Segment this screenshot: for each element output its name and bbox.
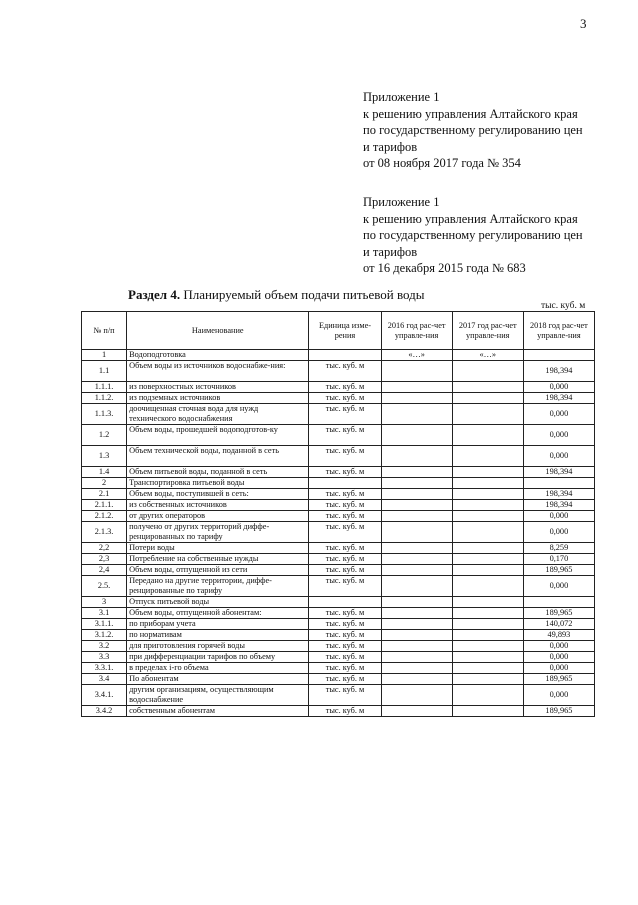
cell-num: 3.2 (82, 641, 127, 652)
cell-2017 (452, 619, 523, 630)
cell-2016 (381, 565, 452, 576)
cell-num: 2,4 (82, 565, 127, 576)
cell-num: 1.3 (82, 446, 127, 467)
cell-num: 2.1.2. (82, 511, 127, 522)
cell-unit: тыс. куб. м (309, 565, 381, 576)
cell-unit: тыс. куб. м (309, 404, 381, 425)
cell-2018: 49,893 (523, 630, 594, 641)
table-row (82, 619, 595, 630)
cell-2018 (523, 478, 594, 489)
cell-2016 (381, 467, 452, 478)
cell-2018: 189,965 (523, 608, 594, 619)
cell-num: 3.4.1. (82, 685, 127, 706)
cell-2017 (452, 554, 523, 565)
cell-2017 (452, 382, 523, 393)
cell-name: Водоподготовка (127, 350, 309, 361)
table-row (82, 565, 595, 576)
appendix-line: к решению управления Алтайского края (363, 211, 578, 226)
table-row (82, 543, 595, 554)
cell-unit: тыс. куб. м (309, 554, 381, 565)
table-row (82, 630, 595, 641)
cell-num: 1.4 (82, 467, 127, 478)
cell-name: при дифференциации тарифов по объему (127, 652, 309, 663)
cell-2018: 0,000 (523, 685, 594, 706)
cell-2018: 0,000 (523, 425, 594, 446)
cell-2016 (381, 576, 452, 597)
cell-unit: тыс. куб. м (309, 674, 381, 685)
cell-2017 (452, 663, 523, 674)
cell-num: 1.1.1. (82, 382, 127, 393)
cell-name: Отпуск питьевой воды (127, 597, 309, 608)
cell-2018 (523, 350, 594, 361)
table-row (82, 641, 595, 652)
cell-2016 (381, 543, 452, 554)
cell-num: 3.1 (82, 608, 127, 619)
table-row (82, 597, 595, 608)
cell-name: Объем технической воды, поданной в сеть (127, 446, 309, 467)
cell-2018: 0,000 (523, 511, 594, 522)
cell-2018: 0,000 (523, 576, 594, 597)
table-row (82, 652, 595, 663)
cell-name: от других операторов (127, 511, 309, 522)
cell-name: в пределах i-го объема (127, 663, 309, 674)
cell-num: 3 (82, 597, 127, 608)
cell-num: 2,3 (82, 554, 127, 565)
cell-unit: тыс. куб. м (309, 630, 381, 641)
cell-num: 3.1.1. (82, 619, 127, 630)
cell-2016 (381, 630, 452, 641)
table-row (82, 554, 595, 565)
cell-num: 3.4.2 (82, 706, 127, 717)
cell-2016 (381, 554, 452, 565)
cell-2016 (381, 478, 452, 489)
cell-unit: тыс. куб. м (309, 511, 381, 522)
table-header-row (82, 312, 595, 350)
cell-num: 1.1.3. (82, 404, 127, 425)
cell-2018: 189,965 (523, 565, 594, 576)
cell-2018: 198,394 (523, 361, 594, 382)
cell-2017 (452, 674, 523, 685)
cell-2016 (381, 674, 452, 685)
cell-2017 (452, 597, 523, 608)
cell-2018: 198,394 (523, 393, 594, 404)
cell-name: получено от других территорий диффе-ренцированных по тарифу (127, 522, 309, 543)
cell-2016 (381, 663, 452, 674)
cell-2018: 198,394 (523, 467, 594, 478)
cell-unit: тыс. куб. м (309, 522, 381, 543)
table-row (82, 361, 595, 382)
header-unit: Единица изме-рения (309, 312, 381, 350)
cell-2018: 198,394 (523, 489, 594, 500)
table-body (82, 350, 595, 717)
cell-unit: тыс. куб. м (309, 467, 381, 478)
table-row (82, 478, 595, 489)
cell-2017 (452, 361, 523, 382)
section-heading: Планируемый объем подачи питьевой воды (183, 287, 425, 302)
cell-unit: тыс. куб. м (309, 652, 381, 663)
appendix-title: Приложение 1 (363, 90, 440, 104)
cell-2016 (381, 446, 452, 467)
table-row (82, 467, 595, 478)
cell-name: Объем питьевой воды, поданной в сеть (127, 467, 309, 478)
header-2017: 2017 год рас-чет управле-ния (452, 312, 523, 350)
appendix-current-header (363, 89, 583, 172)
header-num: № п/п (82, 312, 127, 350)
cell-num: 1.1.2. (82, 393, 127, 404)
appendix-line: и тарифов (363, 139, 418, 154)
cell-name: Объем воды, поступившей в сеть: (127, 489, 309, 500)
appendix-line: к решению управления Алтайского края (363, 106, 578, 121)
cell-name: из поверхностных источников (127, 382, 309, 393)
cell-2017 (452, 425, 523, 446)
cell-name: из подземных источников (127, 393, 309, 404)
cell-2017 (452, 393, 523, 404)
cell-2016 (381, 706, 452, 717)
cell-2017 (452, 511, 523, 522)
cell-name: из собственных источников (127, 500, 309, 511)
table-row (82, 674, 595, 685)
cell-2017 (452, 543, 523, 554)
cell-unit: тыс. куб. м (309, 393, 381, 404)
cell-unit (309, 597, 381, 608)
units-note: тыс. куб. м (541, 301, 586, 311)
header-2018: 2018 год рас-чет управле-ния (523, 312, 594, 350)
cell-name: Потери воды (127, 543, 309, 554)
cell-2017 (452, 652, 523, 663)
cell-2017 (452, 706, 523, 717)
table-row (82, 511, 595, 522)
cell-2017 (452, 576, 523, 597)
table-row (82, 393, 595, 404)
cell-unit: тыс. куб. м (309, 608, 381, 619)
cell-2016 (381, 425, 452, 446)
appendix-original-header (363, 194, 583, 277)
cell-name: Передано на другие территории, диффе-ренцированные по тарифу (127, 576, 309, 597)
cell-unit (309, 478, 381, 489)
cell-2017: «…» (452, 350, 523, 361)
appendix-line: по государственному регулированию цен (363, 123, 583, 137)
cell-num: 2,2 (82, 543, 127, 554)
cell-name: для приготовления горячей воды (127, 641, 309, 652)
cell-2017 (452, 630, 523, 641)
table-row (82, 500, 595, 511)
cell-num: 2.1.1. (82, 500, 127, 511)
cell-2018 (523, 597, 594, 608)
table-row (82, 404, 595, 425)
cell-unit: тыс. куб. м (309, 543, 381, 554)
cell-unit (309, 350, 381, 361)
table-row (82, 576, 595, 597)
header-name: Наименование (127, 312, 309, 350)
cell-2016 (381, 404, 452, 425)
cell-2018: 0,000 (523, 522, 594, 543)
cell-2018: 189,965 (523, 706, 594, 717)
table-row (82, 685, 595, 706)
cell-2018: 0,000 (523, 446, 594, 467)
cell-2016 (381, 489, 452, 500)
appendix-line: по государственному регулированию цен (363, 228, 583, 242)
cell-unit: тыс. куб. м (309, 641, 381, 652)
cell-name: по приборам учета (127, 619, 309, 630)
cell-num: 3.3.1. (82, 663, 127, 674)
cell-name: доочищенная сточная вода для нужд технического водоснабжения (127, 404, 309, 425)
cell-2016 (381, 597, 452, 608)
cell-num: 2.1.3. (82, 522, 127, 543)
cell-name: Объем воды из источников водоснабже-ния: (127, 361, 309, 382)
cell-unit: тыс. куб. м (309, 663, 381, 674)
table-row (82, 350, 595, 361)
cell-2016 (381, 393, 452, 404)
table-row (82, 608, 595, 619)
cell-unit: тыс. куб. м (309, 382, 381, 393)
cell-2016 (381, 511, 452, 522)
cell-name: собственным абонентам (127, 706, 309, 717)
cell-2017 (452, 522, 523, 543)
cell-name: по нормативам (127, 630, 309, 641)
appendix-date-line: от 08 ноября 2017 года № 354 (363, 156, 521, 170)
cell-unit: тыс. куб. м (309, 446, 381, 467)
cell-unit: тыс. куб. м (309, 576, 381, 597)
cell-2017 (452, 467, 523, 478)
cell-num: 2.1 (82, 489, 127, 500)
cell-2017 (452, 489, 523, 500)
cell-2017 (452, 500, 523, 511)
table-row (82, 425, 595, 446)
cell-2018: 0,000 (523, 641, 594, 652)
cell-2018: 140,072 (523, 619, 594, 630)
cell-unit: тыс. куб. м (309, 706, 381, 717)
cell-2018: 189,965 (523, 674, 594, 685)
appendix-date-line: от 16 декабря 2015 года № 683 (363, 261, 526, 275)
cell-unit: тыс. куб. м (309, 361, 381, 382)
cell-2016: «…» (381, 350, 452, 361)
page-number: 3 (580, 16, 587, 31)
water-volume-table (81, 311, 595, 717)
table-row (82, 489, 595, 500)
cell-num: 3.3 (82, 652, 127, 663)
cell-name: другим организациям, осуществляющим водоснабжение (127, 685, 309, 706)
cell-num: 3.1.2. (82, 630, 127, 641)
cell-2016 (381, 382, 452, 393)
cell-2018: 8,259 (523, 543, 594, 554)
cell-name: Объем воды, отпущенной из сети (127, 565, 309, 576)
section-label: Раздел 4. (128, 287, 181, 302)
cell-name: Транспортировка питьевой воды (127, 478, 309, 489)
table-row (82, 382, 595, 393)
cell-2018: 198,394 (523, 500, 594, 511)
cell-name: Объем воды, прошедшей водоподготов-ку (127, 425, 309, 446)
cell-num: 2.5. (82, 576, 127, 597)
table-row (82, 706, 595, 717)
cell-2016 (381, 522, 452, 543)
cell-2016 (381, 641, 452, 652)
cell-name: Потребление на собственные нужды (127, 554, 309, 565)
cell-num: 1.1 (82, 361, 127, 382)
cell-unit: тыс. куб. м (309, 500, 381, 511)
cell-2017 (452, 685, 523, 706)
cell-2016 (381, 652, 452, 663)
cell-2018: 0,000 (523, 404, 594, 425)
header-2016: 2016 год рас-чет управле-ния (381, 312, 452, 350)
cell-2018: 0,000 (523, 663, 594, 674)
cell-unit: тыс. куб. м (309, 489, 381, 500)
appendix-title: Приложение 1 (363, 195, 440, 209)
cell-2016 (381, 361, 452, 382)
cell-2017 (452, 446, 523, 467)
cell-2018: 0,170 (523, 554, 594, 565)
cell-2016 (381, 619, 452, 630)
cell-2016 (381, 685, 452, 706)
cell-unit: тыс. куб. м (309, 619, 381, 630)
cell-2017 (452, 404, 523, 425)
section-title (128, 287, 425, 303)
cell-2018: 0,000 (523, 652, 594, 663)
cell-2018: 0,000 (523, 382, 594, 393)
cell-2017 (452, 565, 523, 576)
table-row (82, 522, 595, 543)
cell-2016 (381, 500, 452, 511)
cell-2017 (452, 608, 523, 619)
cell-name: Объем воды, отпущенной абонентам: (127, 608, 309, 619)
cell-unit: тыс. куб. м (309, 425, 381, 446)
cell-num: 1.2 (82, 425, 127, 446)
appendix-line: и тарифов (363, 244, 418, 259)
cell-name: По абонентам (127, 674, 309, 685)
cell-unit: тыс. куб. м (309, 685, 381, 706)
cell-2017 (452, 641, 523, 652)
table-row (82, 446, 595, 467)
cell-2017 (452, 478, 523, 489)
cell-num: 2 (82, 478, 127, 489)
cell-num: 3.4 (82, 674, 127, 685)
table-row (82, 663, 595, 674)
cell-2016 (381, 608, 452, 619)
cell-num: 1 (82, 350, 127, 361)
